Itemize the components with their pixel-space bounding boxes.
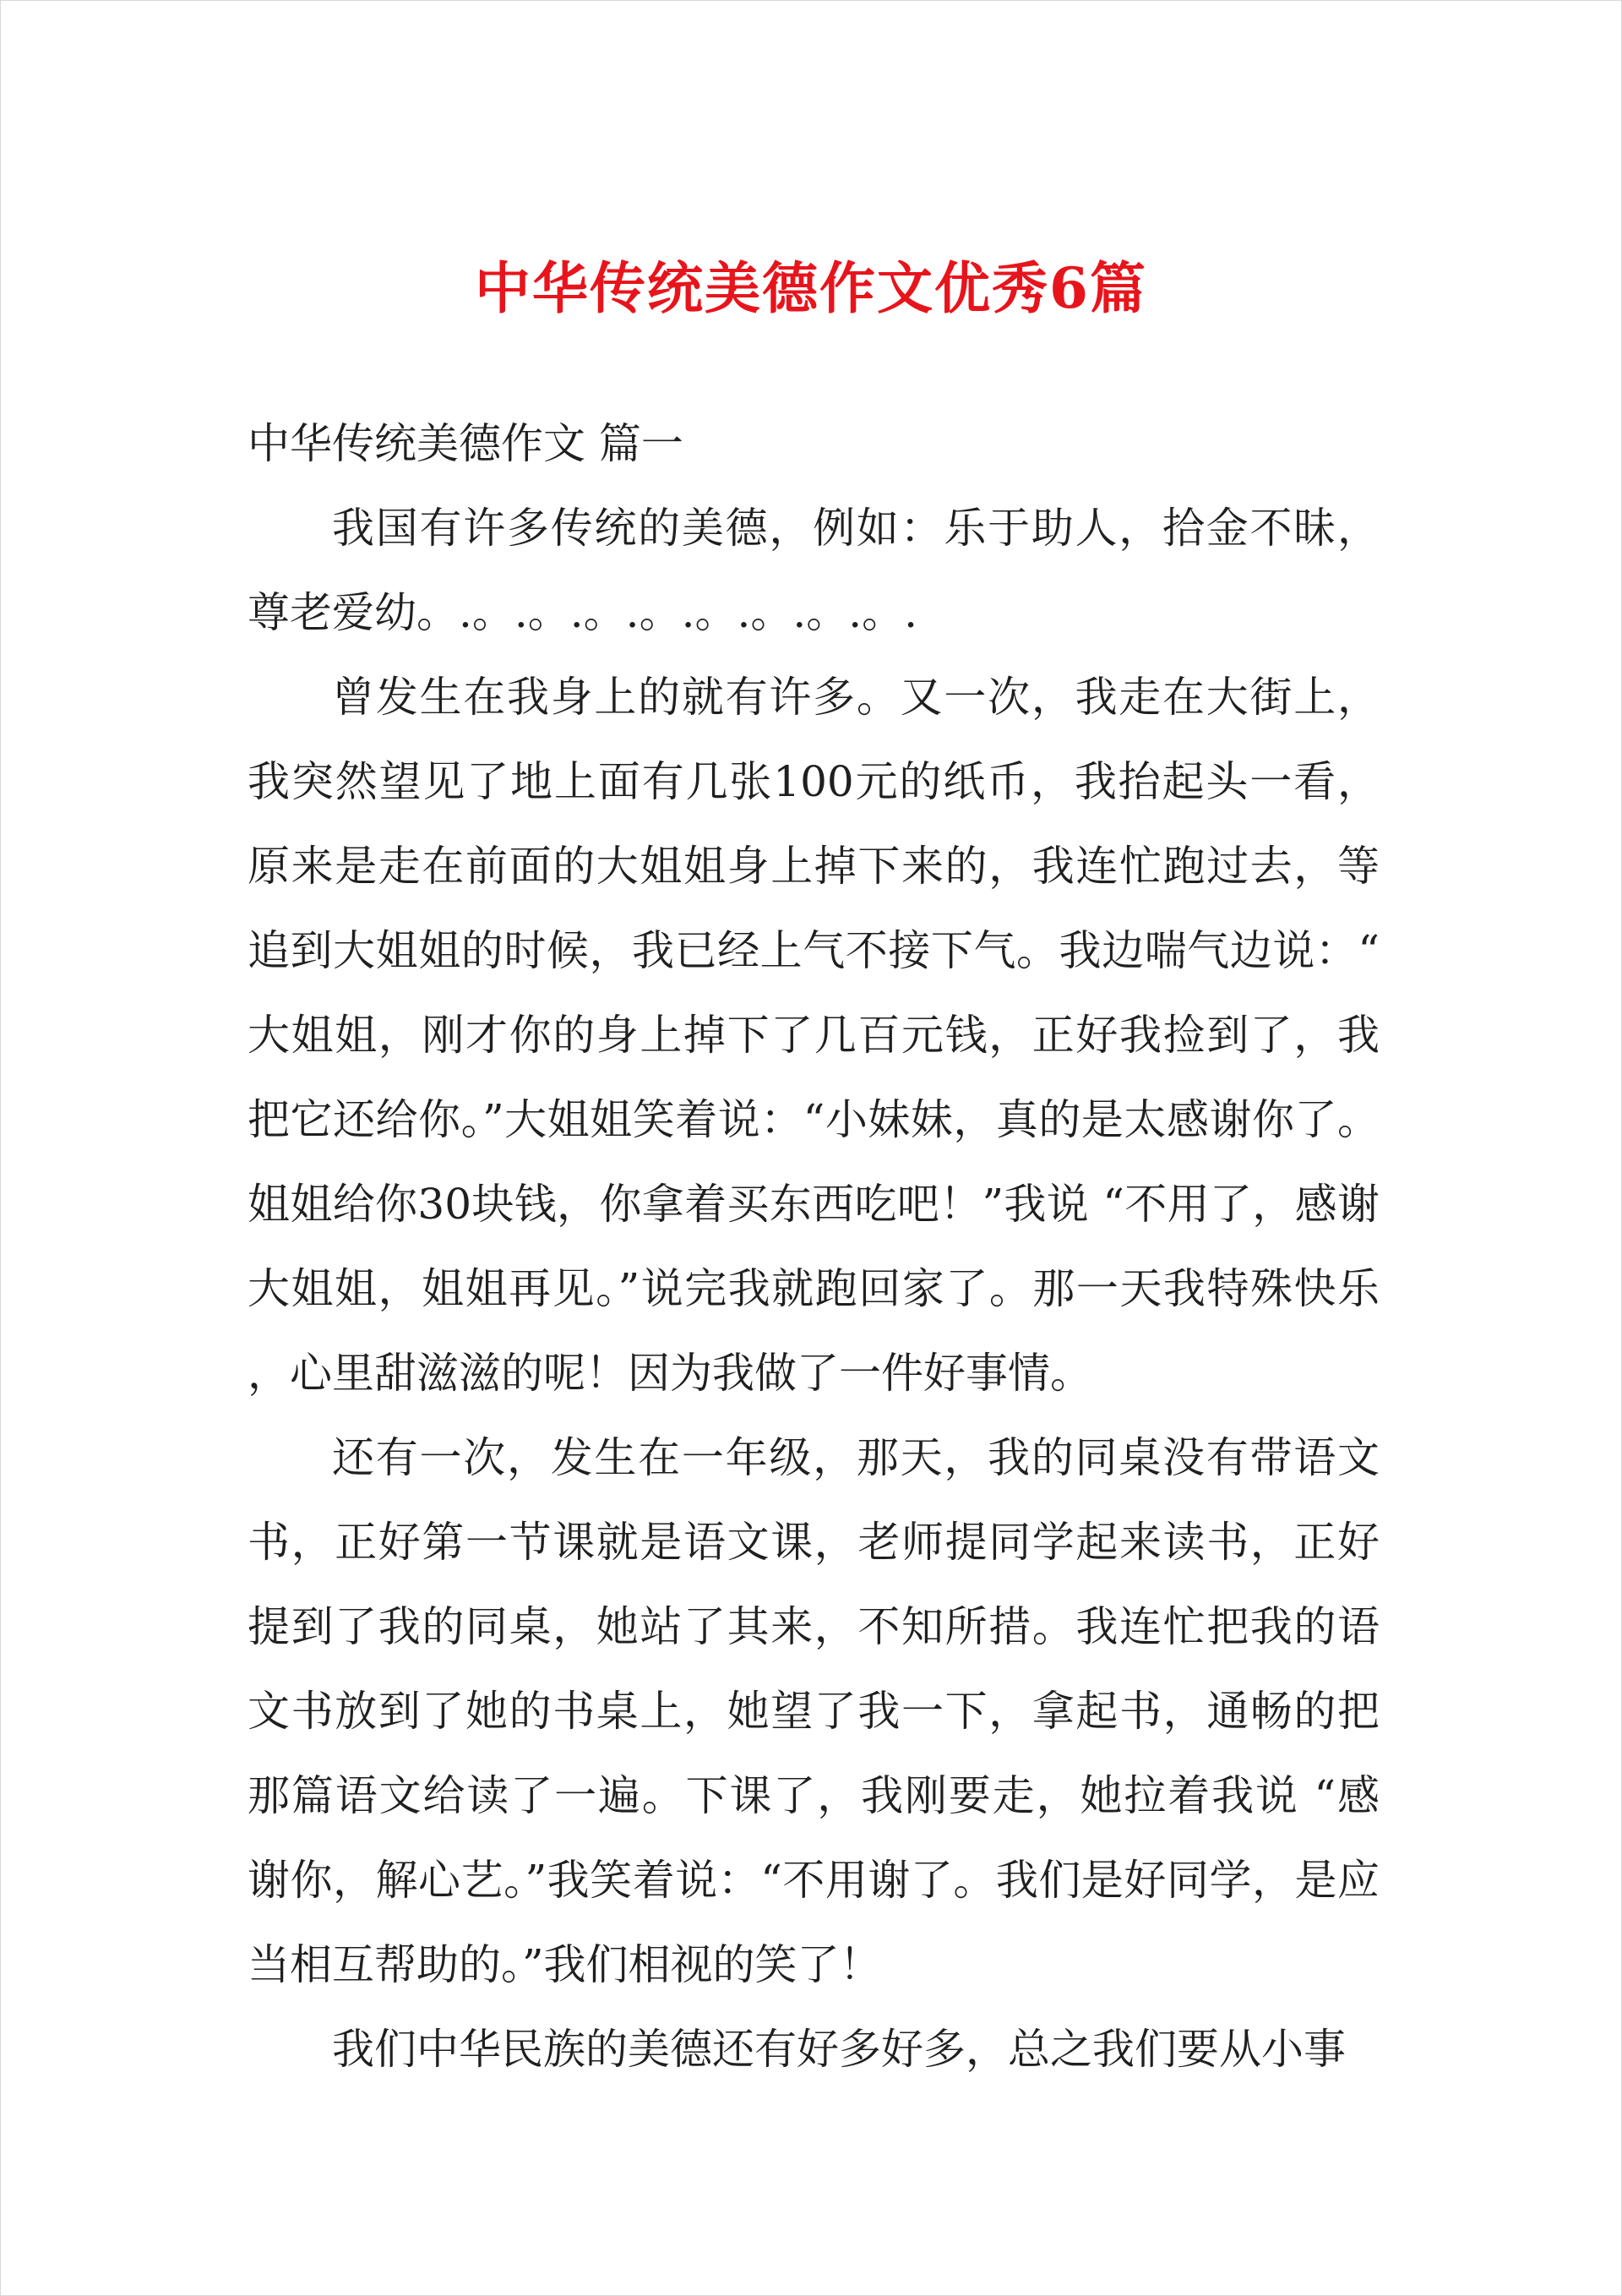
- paragraph-2: 曾发生在我身上的就有许多。又一次，我走在大街上，我突然望见了地上面有几张100元的纸币，我抬起头一看，原来是走在前面的大姐姐身上掉下来的，我连忙跑过去，等追到大姐姐的时候，我已经上气不接下气。我边喘气边说：“大姐姐，刚才你的身上掉下了几百元钱，正好我捡到了，我把它还给你。”大姐姐笑着说：“小妹妹，真的是太感谢你了。姐姐给你30块钱，你拿着买东西吃吧！”我说 “不用了，感谢大姐姐，姐姐再见。”说完我就跑回家了。那一天我特殊快乐，心里甜滋滋的呢！因为我做了一件好事情。: [248, 673, 1380, 1398]
- paragraph-3: 还有一次，发生在一年级，那天，我的同桌没有带语文书，正好第一节课就是语文课，老师提同学起来读书，正好提到了我的同桌，她站了其来，不知所措。我连忙把我的语文书放到了她的书桌上，她望了我一下，拿起书，通畅的把那篇语文给读了一遍。下课了，我刚要走，她拉着我说 “感谢你，解心艺。”我笑着说：“不用谢了。我们是好同学，是应当相互帮助的。”我们相视的笑了！: [248, 1433, 1380, 1989]
- section-heading: 中华传统美德作文 篇一: [248, 419, 683, 468]
- document-body: [248, 401, 1380, 2091]
- document-title: 中华传统美德作文优秀6篇: [475, 255, 1147, 321]
- paragraph-4: 我们中华民族的美德还有好多好多，总之我们要从小事: [332, 2025, 1346, 2074]
- paragraph-1: 我国有许多传统的美德，例如：乐于助人，拾金不昧，尊老爱幼。.。.。.。.。.。.。.。.。.: [248, 504, 1380, 637]
